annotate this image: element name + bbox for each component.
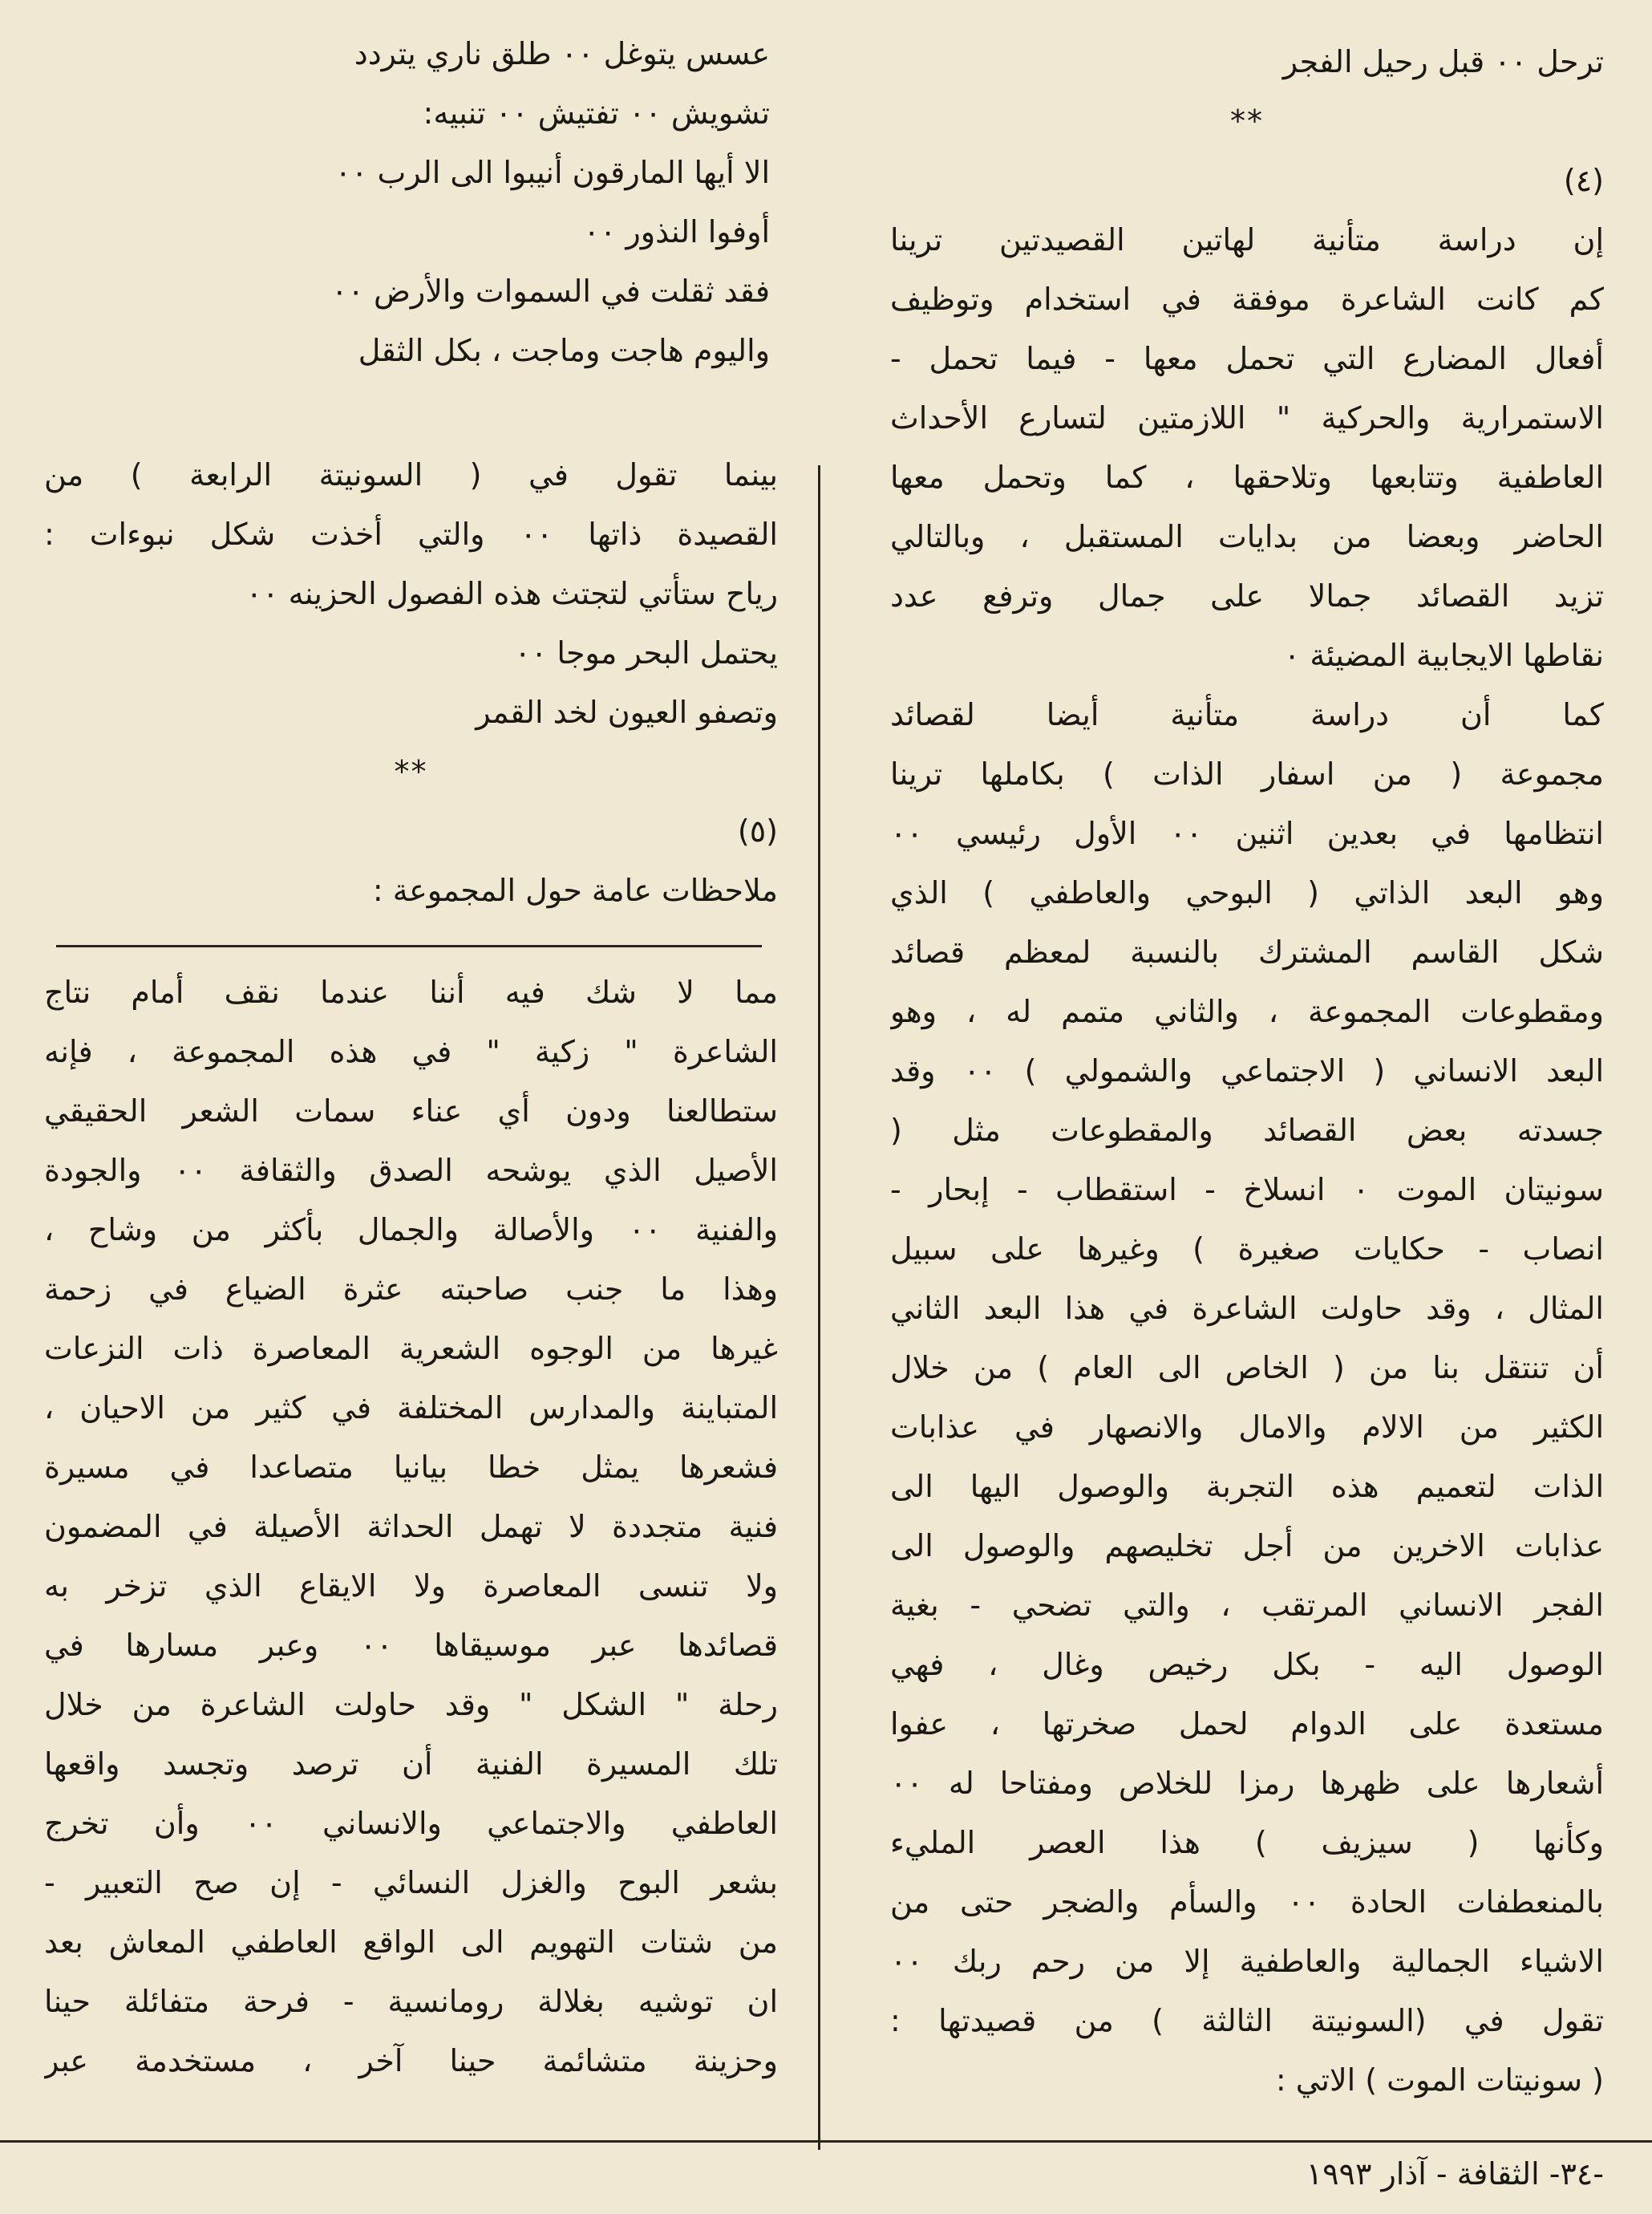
right-column-line: العاطفية وتتابعها وتلاحقها ، كما وتحمل معها xyxy=(890,460,1604,495)
right-column-line: الوصول اليه - بكل رخيص وغال ، فهي xyxy=(890,1647,1604,1682)
left-column-bottom-line: مما لا شك فيه أننا عندما نقف أمام نتاج xyxy=(44,975,778,1010)
right-column-line: الاستمرارية والحركية " اللازمتين لتسارع الأحداث xyxy=(890,400,1604,436)
left-column-bottom-line: والفنية ٠٠ والأصالة والجمال بأكثر من وشاح ، xyxy=(44,1212,778,1247)
right-column-line: كم كانت الشاعرة موفقة في استخدام وتوظيف xyxy=(890,282,1604,317)
right-column-line: أفعال المضارع التي تحمل معها - فيما تحمل - xyxy=(890,341,1604,376)
right-column-line: البعد الانساني ( الاجتماعي والشمولي ) ٠٠ وقد xyxy=(890,1053,1604,1089)
left-column-verse-top xyxy=(257,24,770,380)
right-column-line: ومقطوعات المجموعة ، والثاني متمم له ، وهو xyxy=(890,994,1604,1029)
left-column-bottom-line: من شتات التهويم الى الواقع العاطفي المعاش بعد xyxy=(44,1924,778,1960)
right-column-line: الكثير من الالام والامال والانصهار في عذابات xyxy=(890,1409,1604,1445)
right-column-line: أشعارها على ظهرها رمزا للخلاص ومفتاحا له ٠٠ xyxy=(890,1766,1604,1801)
right-column-line: انتظامها في بعدين اثنين ٠٠ الأول رئيسي ٠٠ xyxy=(890,816,1604,851)
right-column-line: ** xyxy=(1230,103,1264,139)
left-column-mid-line: وتصفو العيون لخد القمر xyxy=(476,695,778,730)
right-column-line: ترحل ٠٠ قبل رحيل الفجر xyxy=(1282,44,1604,79)
left-column-mid-line: ** xyxy=(394,754,428,789)
right-column-line: انصاب - حكايات صغيرة ) وغيرها على سبيل xyxy=(890,1231,1604,1267)
right-column xyxy=(890,32,1604,2110)
left-column-bottom-line: رحلة " الشكل " وقد حاولت الشاعرة من خلال xyxy=(44,1687,778,1722)
right-column-line: بالمنعطفات الحادة ٠٠ والسأم والضجر حتى من xyxy=(890,1884,1604,1920)
left-column-top-line: تشويش ٠٠ تفتيش ٠٠ تنبيه: xyxy=(423,95,770,131)
left-column-middle xyxy=(44,445,778,920)
left-column-mid-line: ملاحظات عامة حول المجموعة : xyxy=(372,873,778,908)
right-column-line: الذات لتعميم هذه التجربة والوصول اليها الى xyxy=(890,1469,1604,1504)
right-column-line: الحاضر وبعضا من بدايات المستقبل ، وبالتالي xyxy=(890,519,1604,554)
page-footer: -٣٤- الثقافة - آذار ١٩٩٣ xyxy=(1306,2156,1604,2192)
left-column-mid-line: رياح ستأتي لتجتث هذه الفصول الحزينه ٠٠ xyxy=(245,576,778,611)
left-column-bottom-line: ان توشيه بغلالة رومانسية - فرحة متفائلة حينا xyxy=(44,1984,778,2019)
right-column-line: سونيتان الموت ٠ انسلاخ - استقطاب - إبحار - xyxy=(890,1172,1604,1207)
right-column-line: (٤) xyxy=(1563,163,1604,198)
right-column-line: كما أن دراسة متأنية أيضا لقصائد xyxy=(890,697,1604,732)
left-column-body xyxy=(44,963,778,2090)
left-column-bottom-line: غيرها من الوجوه الشعرية المعاصرة ذات النزعات xyxy=(44,1331,778,1366)
left-column-top-line: الا أيها المارقون أنيبوا الى الرب ٠٠ xyxy=(334,155,770,190)
left-column-bottom-line: الشاعرة " زكية " في هذه المجموعة ، فإنه xyxy=(44,1034,778,1069)
left-column-mid-line: يحتمل البحر موجا ٠٠ xyxy=(514,635,778,671)
left-column-bottom-line: ستطالعنا ودون أي عناء سمات الشعر الحقيقي xyxy=(44,1093,778,1129)
left-column-top-line: واليوم هاجت وماجت ، بكل الثقل xyxy=(358,333,770,368)
right-column-line: المثال ، وقد حاولت الشاعرة في هذا البعد الثاني xyxy=(890,1291,1604,1326)
right-column-line: نقاطها الايجابية المضيئة ٠ xyxy=(1283,638,1604,673)
right-column-line: الفجر الانساني المرتقب ، والتي تضحي - بغية xyxy=(890,1588,1604,1623)
left-column-bottom-line: تلك المسيرة الفنية أن ترصد وتجسد واقعها xyxy=(44,1746,778,1782)
left-column-bottom-line: فشعرها يمثل خطا بيانيا متصاعدا في مسيرة xyxy=(44,1450,778,1485)
right-column-line: الاشياء الجمالية والعاطفية إلا من رحم ربك ٠٠ xyxy=(890,1944,1604,1979)
column-divider xyxy=(818,465,820,2150)
left-column-bottom-line: الأصيل الذي يوشحه الصدق والثقافة ٠٠ والجودة xyxy=(44,1153,778,1188)
right-column-line: عذابات الاخرين من أجل تخليصهم والوصول الى xyxy=(890,1528,1604,1563)
left-column-bottom-line: وهذا ما جنب صاحبته عثرة الضياع في زحمة xyxy=(44,1271,778,1307)
section-divider xyxy=(56,945,762,947)
right-column-line: وهو البعد الذاتي ( البوحي والعاطفي ) الذي xyxy=(890,875,1604,910)
right-column-line: جسدته بعض القصائد والمقطوعات مثل ( xyxy=(890,1113,1604,1148)
left-column-top-line: أوفوا النذور ٠٠ xyxy=(583,214,770,249)
left-column-top-line: فقد ثقلت في السموات والأرض ٠٠ xyxy=(331,274,770,309)
right-column-line: ( سونيتات الموت ) الاتي : xyxy=(1275,2062,1604,2098)
footer-rule xyxy=(0,2140,1652,2143)
left-column-mid-line: بينما تقول في ( السونيتة الرابعة ) من xyxy=(44,457,778,493)
left-column-bottom-line: قصائدها عبر موسيقاها ٠٠ وعبر مسارها في xyxy=(44,1628,778,1663)
left-column-mid-line: (٥) xyxy=(737,813,778,849)
left-column-bottom-line: فنية متجددة لا تهمل الحداثة الأصيلة في المضمون xyxy=(44,1509,778,1544)
left-column-bottom-line: وحزينة متشائمة حينا آخر ، مستخدمة عبر xyxy=(44,2043,778,2078)
left-column-bottom-line: العاطفي والاجتماعي والانساني ٠٠ وأن تخرج xyxy=(44,1806,778,1841)
left-column-top-line: عسس يتوغل ٠٠ طلق ناري يتردد xyxy=(354,36,770,71)
left-column-bottom-line: المتباينة والمدارس المختلفة في كثير من الاحيان ، xyxy=(44,1390,778,1425)
left-column-bottom-line: ولا تنسى المعاصرة ولا الايقاع الذي تزخر به xyxy=(44,1568,778,1604)
left-column-bottom-line: بشعر البوح والغزل النسائي - إن صح التعبير - xyxy=(44,1865,778,1900)
left-column-mid-line: القصيدة ذاتها ٠٠ والتي أخذت شكل نبوءات : xyxy=(44,517,778,552)
right-column-line: وكأنها ( سيزيف ) هذا العصر المليء xyxy=(890,1825,1604,1860)
right-column-line: مستعدة على الدوام لحمل صخرتها ، عفوا xyxy=(890,1706,1604,1742)
right-column-line: إن دراسة متأنية لهاتين القصيدتين ترينا xyxy=(890,222,1604,257)
right-column-line: تزيد القصائد جمالا على جمال وترفع عدد xyxy=(890,578,1604,614)
right-column-line: مجموعة ( من اسفار الذات ) بكاملها ترينا xyxy=(890,756,1604,792)
right-column-line: تقول في (السونيتة الثالثة ) من قصيدتها : xyxy=(890,2003,1604,2038)
right-column-line: أن تنتقل بنا من ( الخاص الى العام ) من خلال xyxy=(890,1350,1604,1385)
right-column-line: شكل القاسم المشترك بالنسبة لمعظم قصائد xyxy=(890,935,1604,970)
